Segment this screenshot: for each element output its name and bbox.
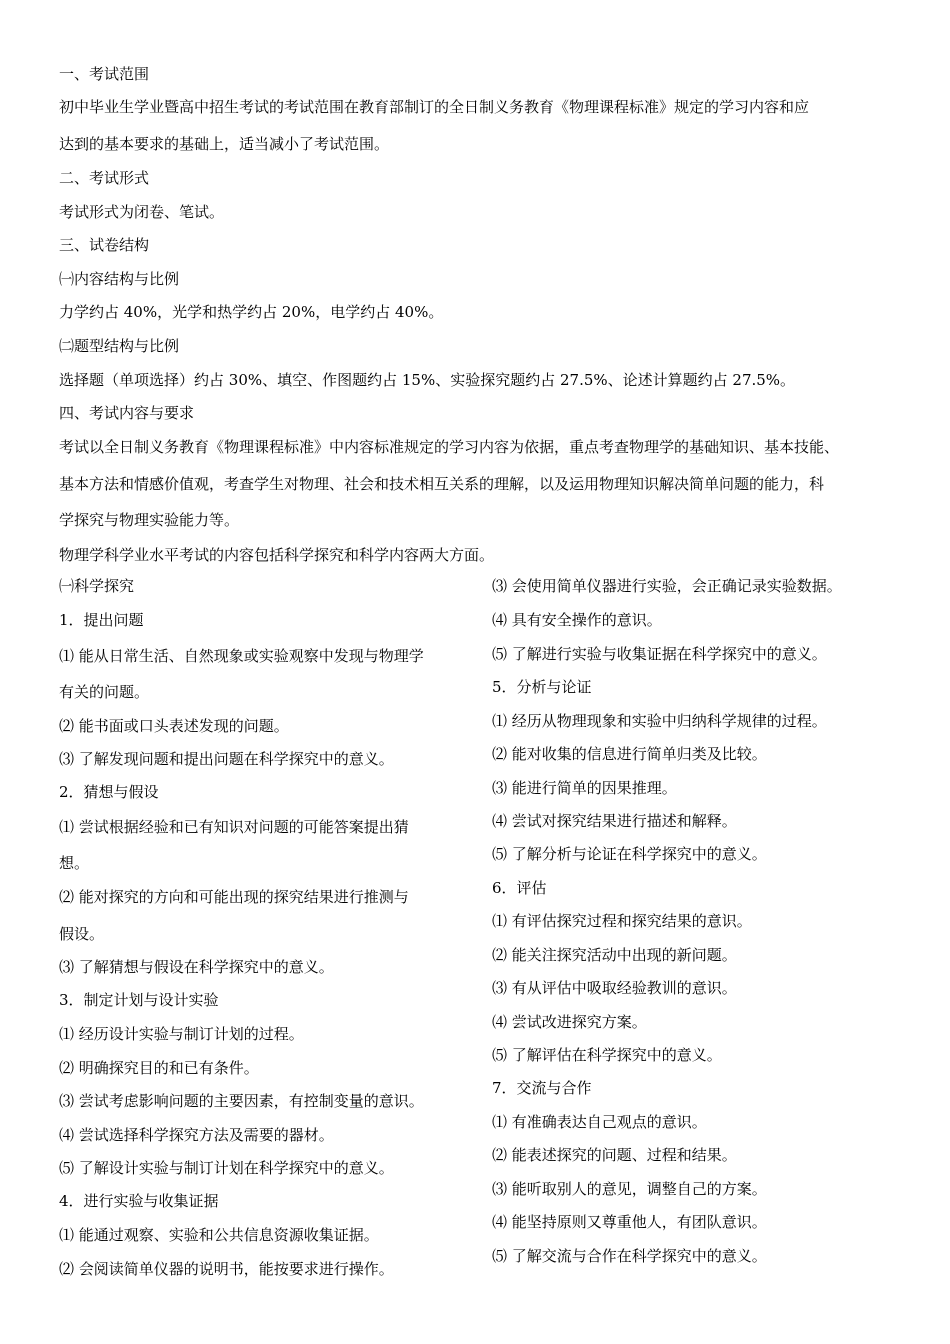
list-item: ⑸ 了解分析与论证在科学探究中的意义。 bbox=[492, 845, 767, 863]
list-item: ⑵ 能表述探究的问题、过程和结果。 bbox=[492, 1146, 737, 1164]
list-item: ⑷ 尝试选择科学探究方法及需要的器材。 bbox=[59, 1126, 334, 1144]
list-item: ⑵ 能对探究的方向和可能出现的探究结果进行推测与 bbox=[59, 888, 409, 906]
list-item: ⑷ 尝试改进探究方案。 bbox=[492, 1013, 647, 1031]
list-item: ⑷ 具有安全操作的意识。 bbox=[492, 611, 662, 629]
section-title: 1．提出问题 bbox=[59, 611, 144, 629]
list-item-cont: 有关的问题。 bbox=[59, 683, 150, 701]
list-item: ⑴ 能通过观察、实验和公共信息资源收集证据。 bbox=[59, 1226, 379, 1244]
list-item: ⑶ 有从评估中吸取经验教训的意识。 bbox=[492, 979, 737, 997]
subheading-content-ratio: ㈠内容结构与比例 bbox=[59, 270, 180, 288]
list-item: ⑸ 了解进行实验与收集证据在科学探究中的意义。 bbox=[492, 645, 827, 663]
section-title: 4．进行实验与收集证据 bbox=[59, 1192, 219, 1210]
text-line: 考试形式为闭卷、笔试。 bbox=[59, 203, 225, 221]
subheading-question-ratio: ㈡题型结构与比例 bbox=[59, 337, 180, 355]
text-line: 考试以全日制义务教育《物理课程标准》中内容标准规定的学习内容为依据，重点考查物理学的基础知识、基本技能、 bbox=[59, 438, 840, 456]
list-item: ⑶ 能进行简单的因果推理。 bbox=[492, 779, 677, 797]
text-line: 物理学科学业水平考试的内容包括科学探究和科学内容两大方面。 bbox=[59, 546, 495, 564]
list-item: ⑸ 了解设计实验与制订计划在科学探究中的意义。 bbox=[59, 1159, 394, 1177]
heading-paper-structure: 三、试卷结构 bbox=[59, 236, 150, 254]
list-item: ⑴ 尝试根据经验和已有知识对问题的可能答案提出猜 bbox=[59, 818, 409, 836]
list-item: ⑴ 经历设计实验与制订计划的过程。 bbox=[59, 1025, 304, 1043]
list-item: ⑴ 有准确表达自己观点的意识。 bbox=[492, 1113, 707, 1131]
list-item: ⑵ 能书面或口头表述发现的问题。 bbox=[59, 717, 289, 735]
text-line: 达到的基本要求的基础上，适当减小了考试范围。 bbox=[59, 135, 390, 153]
list-item: ⑷ 能坚持原则又尊重他人，有团队意识。 bbox=[492, 1213, 767, 1231]
list-item: ⑵ 能对收集的信息进行简单归类及比较。 bbox=[492, 745, 767, 763]
heading-exam-format: 二、考试形式 bbox=[59, 169, 150, 187]
text-line: 力学约占 40%，光学和热学约占 20%，电学约占 40%。 bbox=[59, 303, 444, 321]
text-line: 学探究与物理实验能力等。 bbox=[59, 511, 240, 529]
section-title: 6．评估 bbox=[492, 879, 547, 897]
section-title: 7．交流与合作 bbox=[492, 1079, 592, 1097]
heading-content-requirements: 四、考试内容与要求 bbox=[59, 404, 195, 422]
list-item: ⑴ 有评估探究过程和探究结果的意识。 bbox=[492, 912, 752, 930]
list-item: ⑵ 会阅读简单仪器的说明书，能按要求进行操作。 bbox=[59, 1260, 394, 1278]
list-item: ⑸ 了解交流与合作在科学探究中的意义。 bbox=[492, 1247, 767, 1265]
list-item: ⑴ 经历从物理现象和实验中归纳科学规律的过程。 bbox=[492, 712, 827, 730]
list-item: ⑶ 了解发现问题和提出问题在科学探究中的意义。 bbox=[59, 750, 394, 768]
list-item: ⑶ 能听取别人的意见，调整自己的方案。 bbox=[492, 1180, 767, 1198]
list-item: ⑵ 明确探究目的和已有条件。 bbox=[59, 1059, 259, 1077]
heading-exam-scope: 一、考试范围 bbox=[59, 65, 150, 83]
section-title: 5．分析与论证 bbox=[492, 678, 592, 696]
list-item: ⑴ 能从日常生活、自然现象或实验观察中发现与物理学 bbox=[59, 647, 424, 665]
list-item: ⑶ 了解猜想与假设在科学探究中的意义。 bbox=[59, 958, 334, 976]
subheading-scientific-inquiry: ㈠科学探究 bbox=[59, 577, 135, 595]
list-item: ⑶ 尝试考虑影响问题的主要因素，有控制变量的意识。 bbox=[59, 1092, 424, 1110]
text-line: 初中毕业生学业暨高中招生考试的考试范围在教育部制订的全日制义务教育《物理课程标准》规定的学习内容和应 bbox=[59, 98, 810, 116]
text-line: 基本方法和情感价值观，考查学生对物理、社会和技术相互关系的理解，以及运用物理知识解决简单问题的能力，科 bbox=[59, 475, 825, 493]
section-title: 2．猜想与假设 bbox=[59, 783, 159, 801]
list-item-cont: 想。 bbox=[59, 854, 90, 872]
list-item: ⑷ 尝试对探究结果进行描述和解释。 bbox=[492, 812, 737, 830]
section-title: 3．制定计划与设计实验 bbox=[59, 991, 219, 1009]
text-line: 选择题（单项选择）约占 30%、填空、作图题约占 15%、实验探究题约占 27.5%、论述计算题约占 27.5%。 bbox=[59, 371, 796, 389]
list-item: ⑵ 能关注探究活动中出现的新问题。 bbox=[492, 946, 737, 964]
list-item: ⑶ 会使用简单仪器进行实验，会正确记录实验数据。 bbox=[492, 577, 842, 595]
list-item-cont: 假设。 bbox=[59, 925, 105, 943]
list-item: ⑸ 了解评估在科学探究中的意义。 bbox=[492, 1046, 722, 1064]
